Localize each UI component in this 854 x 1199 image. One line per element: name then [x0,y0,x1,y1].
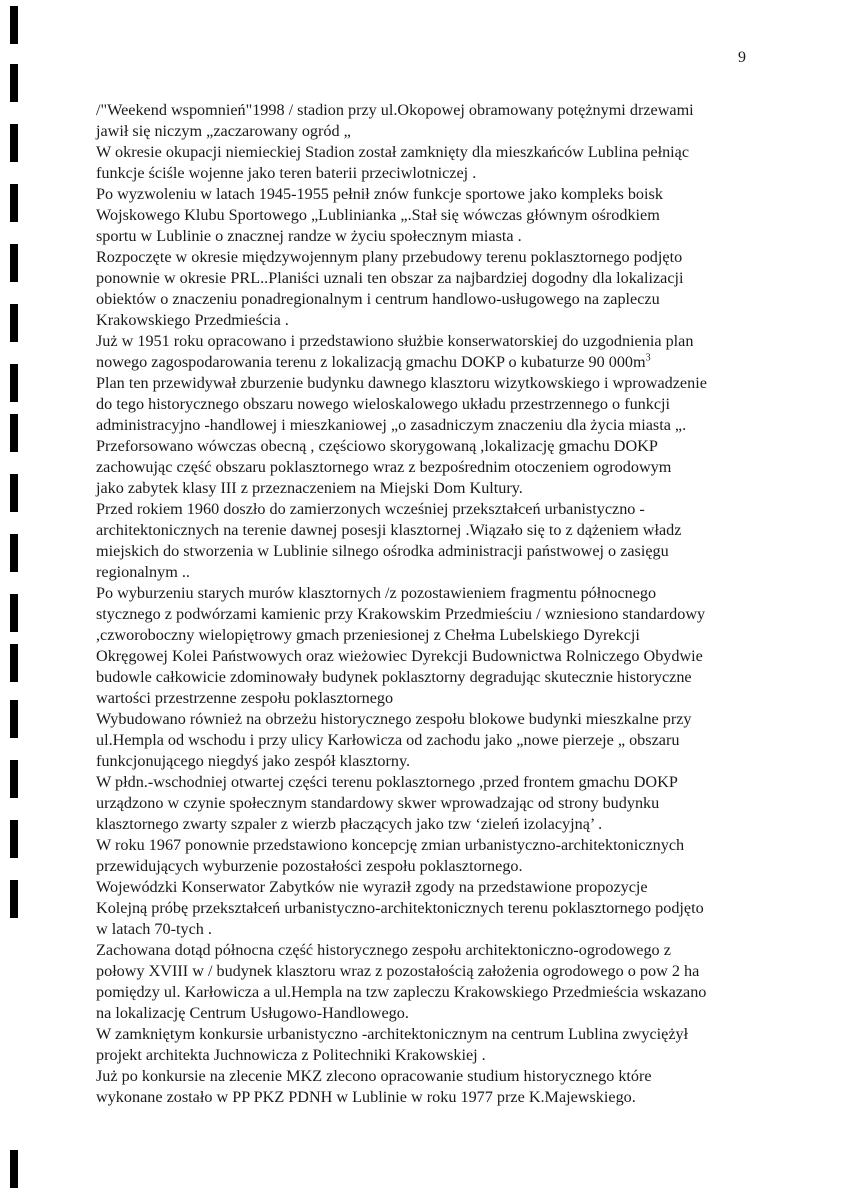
text-line: do tego historycznego obszaru nowego wieloskalowego układu przestrzennego o funkcji [96,395,671,413]
text-line: W zamkniętym konkursie urbanistyczno -architektonicznym na centrum Lublina zwyciężył [96,1025,689,1043]
text-line: urządzono w czynie społecznym standardowy skwer wprowadzając od strony budynku [96,794,660,812]
text-line: zachowując część obszaru poklasztornego wraz z bezpośrednim otoczeniem ogrodowym [96,458,672,476]
text-line: w latach 70-tych . [96,920,212,938]
text-line: funkcje ściśle wojenne jako teren baterii przeciwlotniczej . [96,164,477,182]
text-line: jako zabytek klasy III z przeznaczeniem na Miejski Dom Kultury. [96,479,523,497]
text-line: Po wyzwoleniu w latach 1945-1955 pełnił znów funkcje sportowe jako kompleks boisk [96,185,663,203]
text-line: projekt architekta Juchnowicza z Politechniki Krakowskiej . [96,1046,486,1064]
text-line: ,czworoboczny wielopiętrowy gmach przeniesionej z Chełma Lubelskiego Dyrekcji [96,626,640,644]
text-line [96,352,836,373]
text-line: Kolejną próbę przekształceń urbanistyczno-architektonicznych terenu poklasztornego podjęto [96,899,704,917]
text-line: Po wyburzeniu starych murów klasztornych /z pozostawieniem fragmentu północnego [96,584,657,602]
superscript: 3 [645,352,651,364]
text-line: na lokalizację Centrum Usługowo-Handlowego. [96,1004,409,1022]
page-number: 9 [738,49,746,66]
text-line: wykonane zostało w PP PKZ PDNH w Lublinie w roku 1977 prze K.Majewskiego. [96,1088,636,1106]
text-line: Przeforsowano wówczas obecną , częściowo skorygowaną ,lokalizację gmachu DOKP [96,437,658,455]
text-line: obiektów o znaczeniu ponadregionalnym i centrum handlowo-usługowego na zapleczu [96,290,660,308]
text-line: Wojskowego Klubu Sportowego „Lublinianka „.Stał się wówczas głównym ośrodkiem [96,206,660,224]
text-line: funkcjonującego niegdyś jako zespół klasztorny. [96,752,411,770]
text-line: Rozpoczęte w okresie międzywojennym plany przebudowy terenu poklasztornego podjęto [96,248,683,266]
text-line: W płdn.-wschodniej otwartej części terenu poklasztornego ,przed frontem gmachu DOKP [96,773,678,791]
text-line: regionalnym .. [96,563,190,581]
text-line: Okręgowej Kolei Państwowych oraz wieżowiec Dyrekcji Budownictwa Rolniczego Obydwie [96,647,703,665]
text-line: Plan ten przewidywał zburzenie budynku dawnego klasztoru wizytkowskiego i wprowadzenie [96,374,707,392]
text-line: sportu w Lublinie o znacznej randze w życiu społecznym miasta . [96,227,522,245]
text-line: W roku 1967 ponownie przedstawiono koncepcję zmian urbanistyczno-architektonicznych [96,836,685,854]
text-line: /"Weekend wspomnień"1998 / stadion przy ul.Okopowej obramowany potężnymi drzewami [96,101,694,119]
text-line: Wybudowano również na obrzeżu historycznego zespołu blokowe budynki mieszkalne przy [96,710,692,728]
text-line: stycznego z podwórzami kamienic przy Krakowskim Przedmieściu / wzniesiono standardowy [96,605,706,623]
text-line: W okresie okupacji niemieckiej Stadion został zamknięty dla mieszkańców Lublina pełniąc [96,143,690,161]
text-line-content: nowego zagospodarowania terenu z lokalizacją gmachu DOKP o kubaturze 90 000m [96,353,646,371]
text-line: ponownie w okresie PRL..Planiści uznali ten obszar za najbardziej dogodny dla lokalizacji [96,269,684,287]
text-line: administracyjno -handlowej i mieszkaniowej „o zasadniczym znaczeniu dla życia miasta „. [96,416,687,434]
text-line: Już w 1951 roku opracowano i przedstawiono służbie konserwatorskiej do uzgodnienia plan [96,332,694,350]
text-line: wartości przestrzenne zespołu poklasztornego [96,689,394,707]
text-line: Wojewódzki Konserwator Zabytków nie wyraził zgody na przedstawione propozycje [96,878,648,896]
text-line: ul.Hempla od wschodu i przy ulicy Karłowicza od zachodu jako „nowe pierzeje „ obszaru [96,731,680,749]
text-line: architektonicznych na terenie dawnej posesji klasztornej .Wiązało się to z dążeniem władz [96,521,682,539]
text-line: pomiędzy ul. Karłowicza a ul.Hempla na tzw zapleczu Krakowskiego Przedmieścia wskazano [96,983,707,1001]
text-line: Krakowskiego Przedmieścia . [96,311,289,329]
text-line: Już po konkursie na zlecenie MKZ zlecono opracowanie studium historycznego które [96,1067,652,1085]
text-line: miejskich do stworzenia w Lublinie silnego ośrodka administracji państwowej o zasięgu [96,542,669,560]
text-line: jawił się niczym „zaczarowany ogród „ [96,122,351,140]
text-line: połowy XVIII w / budynek klasztoru wraz z pozostałością założenia ogrodowego o pow 2 ha [96,962,700,980]
text-line: budowle całkowicie zdominowały budynek poklasztorny degradując skutecznie historyczne [96,668,692,686]
text-line: Przed rokiem 1960 doszło do zamierzonych wcześniej przekształceń urbanistyczno - [96,500,645,518]
text-line: przewidujących wyburzenie pozostałości zespołu poklasztornego. [96,857,523,875]
text-line: Zachowana dotąd północna część historycznego zespołu architektoniczno-ogrodowego z [96,941,671,959]
text-line: klasztornego zwarty szpaler z wierzb płaczących jako tzw ‘zieleń izolacyjną’ . [96,815,603,833]
